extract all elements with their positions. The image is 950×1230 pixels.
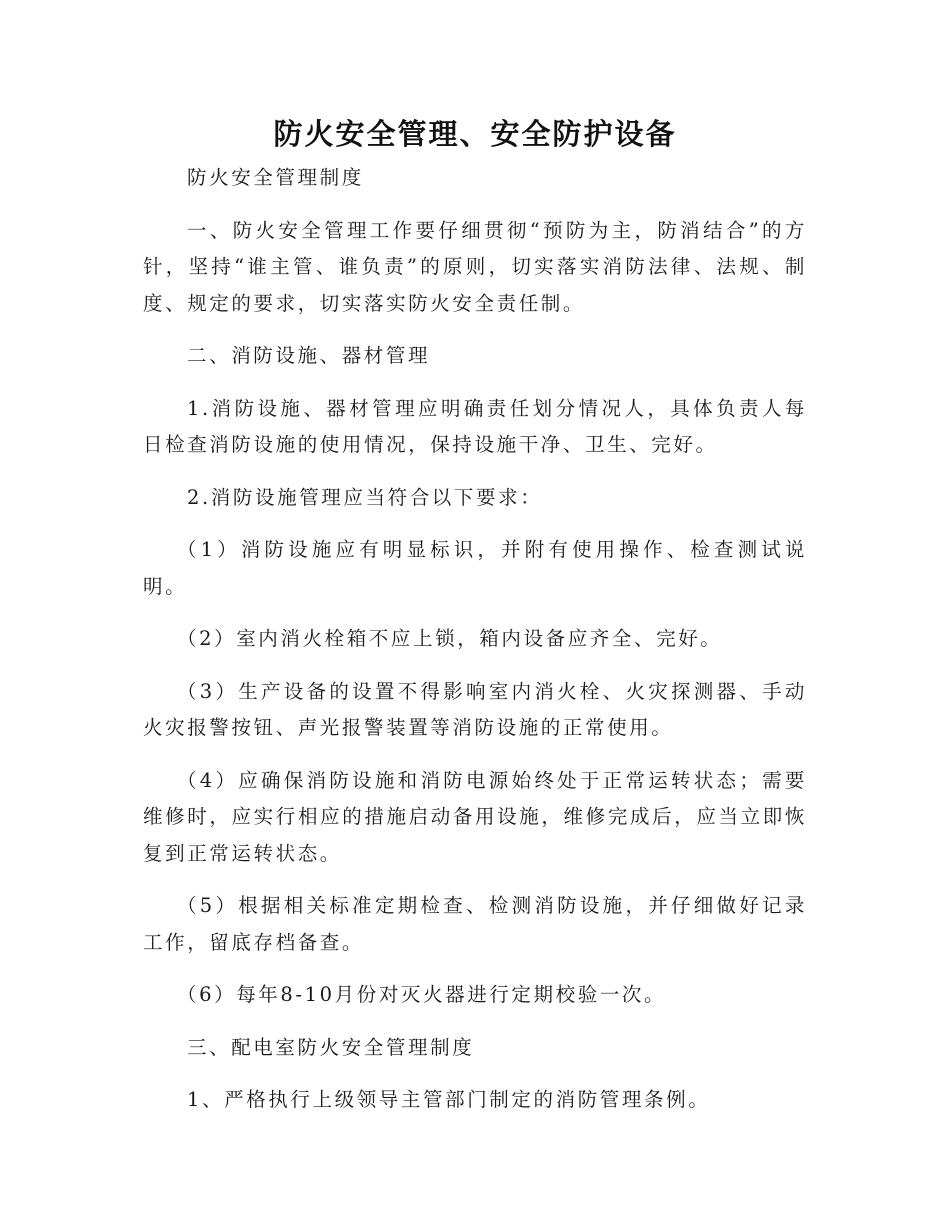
paragraph-sub-2: （2）室内消火栓箱不应上锁，箱内设备应齐全、完好。 <box>177 627 723 650</box>
paragraph-sub-5: （5）根据相关标准定期检查、检测消防设施，并仔细做好记录工作，留底存档备查。 <box>143 894 807 954</box>
paragraph-heading-2: 二、消防设施、器材管理 <box>187 344 431 367</box>
spacer <box>143 197 807 213</box>
spacer <box>143 658 807 674</box>
paragraph-item-2: 2.消防设施管理应当符合以下要求： <box>187 485 543 509</box>
paragraph-sub-1: （1）消防设施应有明显标识，并附有使用操作、检查测试说明。 <box>143 538 807 598</box>
spacer <box>143 464 807 480</box>
document-page <box>143 108 807 1119</box>
paragraph-heading-3: 三、配电室防火安全管理制度 <box>187 1035 475 1059</box>
paragraph-sub-6: （6）每年8-10月份对灭火器进行定期校验一次。 <box>177 983 667 1006</box>
spacer <box>143 872 807 888</box>
spacer <box>143 1066 807 1082</box>
paragraph-section-heading: 防火安全管理制度 <box>187 166 364 189</box>
paragraph-sub-3: （3）生产设备的设置不得影响室内消火栓、火灾探测器、手动火灾报警按钮、声光报警装置等消防设施的正常使用。 <box>143 679 807 739</box>
spacer <box>143 322 807 338</box>
document-title: 防火安全管理、安全防护设备 <box>273 117 677 151</box>
spacer <box>143 516 807 532</box>
paragraph-policy: 一、防火安全管理工作要仔细贯彻“预防为主，防消结合”的方针，坚持“谁主管、谁负责”的原则，切实落实消防法律、法规、制度、规定的要求，切实落实防火安全责任制。 <box>143 218 807 315</box>
spacer <box>143 375 807 391</box>
spacer <box>143 747 807 763</box>
spacer <box>143 1014 807 1030</box>
paragraph-item-3-1: 1、严格执行上级领导主管部门制定的消防管理条例。 <box>187 1088 711 1111</box>
spacer <box>143 961 807 977</box>
paragraph-sub-4: （4）应确保消防设施和消防电源始终处于正常运转状态；需要维修时，应实行相应的措施启动备用设施，维修完成后，应当立即恢复到正常运转状态。 <box>143 768 807 865</box>
paragraph-item-1: 1.消防设施、器材管理应明确责任划分情况人，具体负责人每日检查消防设施的使用情况，保持设施干净、卫生、完好。 <box>143 396 807 456</box>
spacer <box>143 605 807 621</box>
